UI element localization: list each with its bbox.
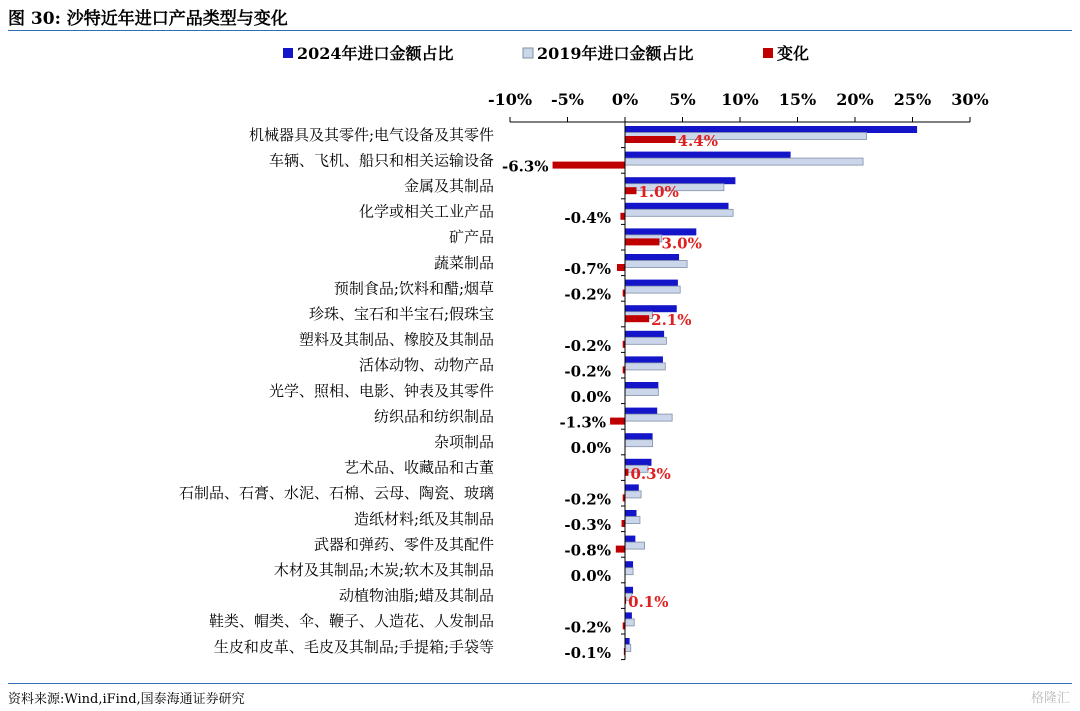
bar-2024	[625, 433, 653, 440]
x-axis-ticks	[488, 90, 989, 122]
legend-label-1: 2019年进口金额占比	[537, 44, 694, 63]
change-data-label: 1.0%	[638, 183, 679, 202]
bar-2019	[625, 158, 863, 165]
bar-2024	[625, 203, 729, 210]
bottom-rule	[8, 683, 1072, 684]
change-data-label: -1.3%	[559, 413, 607, 432]
bar-2019	[625, 389, 658, 396]
bar-change	[625, 238, 660, 245]
x-tick-label: -5%	[551, 90, 584, 109]
change-data-label: 0.0%	[570, 567, 611, 586]
bar-2024	[625, 356, 663, 363]
bar-2019	[625, 517, 640, 524]
bar-2024	[625, 254, 679, 261]
watermark: 格隆汇	[1030, 691, 1070, 706]
bar-2024	[625, 152, 791, 159]
change-data-label: -0.2%	[564, 362, 611, 381]
change-data-label: -6.3%	[501, 157, 549, 176]
x-tick-label: 0%	[611, 90, 639, 109]
change-data-label: -0.2%	[564, 618, 611, 637]
change-data-label: -0.1%	[564, 644, 611, 662]
category-label: 杂项制品	[433, 433, 494, 451]
bar-change	[625, 469, 628, 476]
bar-2019	[625, 261, 687, 268]
bar-change	[553, 162, 625, 169]
category-label: 矿产品	[448, 228, 494, 247]
bar-2019	[625, 337, 666, 344]
category-label: 塑料及其制品、橡胶及其制品	[298, 330, 494, 349]
change-data-label: -0.2%	[564, 285, 611, 304]
bar-change	[620, 213, 625, 220]
category-label: 金属及其制品	[403, 177, 494, 195]
x-tick-label: -10%	[487, 90, 533, 109]
change-data-label: 4.4%	[677, 132, 718, 150]
bar-change	[622, 520, 625, 527]
bar-2019	[625, 286, 680, 293]
bar-2024	[625, 612, 632, 619]
x-tick-label: 10%	[721, 90, 759, 109]
bar-2019	[625, 619, 634, 626]
category-label: 光学、照相、电影、钟表及其零件	[268, 381, 494, 400]
bar-change	[617, 264, 625, 271]
category-label: 蔬菜制品	[433, 253, 494, 272]
x-tick-label: 5%	[669, 90, 696, 109]
category-label: 木材及其制品;木炭;软木及其制品	[273, 561, 494, 579]
category-label: 珍珠、宝石和半宝石;假珠宝	[308, 305, 494, 323]
bar-2024	[625, 510, 637, 517]
bar-2019	[625, 440, 653, 447]
x-tick-label: 25%	[893, 90, 932, 109]
legend-swatch-1	[523, 48, 533, 58]
bar-2019	[625, 645, 631, 652]
bar-change	[610, 418, 625, 425]
change-data-label: 0.0%	[570, 439, 611, 458]
legend	[283, 44, 809, 63]
legend-swatch-0	[283, 48, 293, 58]
change-data-label: -0.2%	[564, 490, 611, 509]
category-label: 预制食品;饮料和醋;烟草	[333, 279, 494, 298]
category-label: 武器和弹药、零件及其配件	[313, 535, 494, 554]
category-label: 纺织品和纺织制品	[373, 407, 494, 426]
bar-2024	[625, 536, 635, 543]
change-data-label: -0.7%	[564, 260, 611, 278]
bar-change	[625, 187, 637, 194]
category-label: 造纸材料;纸及其制品	[353, 509, 494, 528]
bar-2019	[625, 209, 733, 216]
change-data-label: -0.8%	[564, 541, 611, 560]
x-tick-label: 30%	[951, 90, 989, 109]
bar-2024	[625, 484, 639, 491]
bar-2024	[625, 331, 664, 338]
bar-2024	[625, 638, 630, 645]
legend-label-0: 2024年进口金额占比	[297, 44, 454, 63]
x-tick-label: 15%	[778, 90, 817, 109]
change-data-label: 0.3%	[630, 464, 671, 483]
category-label: 机械器具及其零件;电气设备及其零件	[248, 125, 494, 144]
figure-title: 图 30: 沙特近年进口产品类型与变化	[8, 9, 288, 29]
change-data-label: 2.1%	[651, 311, 692, 330]
bar-2024	[625, 280, 678, 287]
bar-2024	[625, 382, 658, 389]
change-data-label: -0.2%	[564, 336, 611, 355]
bar-2024	[625, 561, 633, 568]
category-label: 活体动物、动物产品	[358, 356, 494, 375]
x-tick-label: 20%	[836, 90, 874, 109]
bar-2024	[625, 408, 657, 415]
change-data-label: -0.3%	[564, 516, 611, 534]
category-label: 化学或相关工业产品	[358, 202, 494, 221]
bar-change	[625, 315, 649, 322]
bar-2019	[625, 363, 665, 370]
category-label: 生皮和皮革、毛皮及其制品;手提箱;手袋等	[213, 637, 494, 656]
change-data-label: 3.0%	[661, 234, 702, 253]
bar-change	[625, 136, 676, 143]
bar-2019	[625, 491, 641, 498]
category-label: 车辆、飞机、船只和相关运输设备	[268, 151, 494, 170]
source-note: 资料来源:Wind,iFind,国泰海通证券研究	[8, 692, 245, 707]
bar-2024	[625, 126, 917, 133]
legend-label-2: 变化	[777, 44, 810, 63]
category-label: 艺术品、收藏品和古董	[343, 458, 494, 477]
change-data-label: 0.0%	[570, 388, 611, 406]
legend-swatch-2	[763, 48, 773, 58]
category-label: 鞋类、帽类、伞、鞭子、人造花、人发制品	[208, 612, 494, 631]
category-label: 石制品、石膏、水泥、石棉、云母、陶瓷、玻璃	[178, 484, 494, 503]
bar-change	[616, 546, 625, 553]
change-data-label: -0.4%	[564, 208, 611, 227]
category-label: 动植物油脂;蜡及其制品	[338, 586, 494, 605]
bar-2019	[625, 414, 672, 421]
bar-2019	[625, 542, 645, 549]
bar-2019	[625, 568, 633, 575]
change-data-label: 0.1%	[628, 592, 669, 611]
